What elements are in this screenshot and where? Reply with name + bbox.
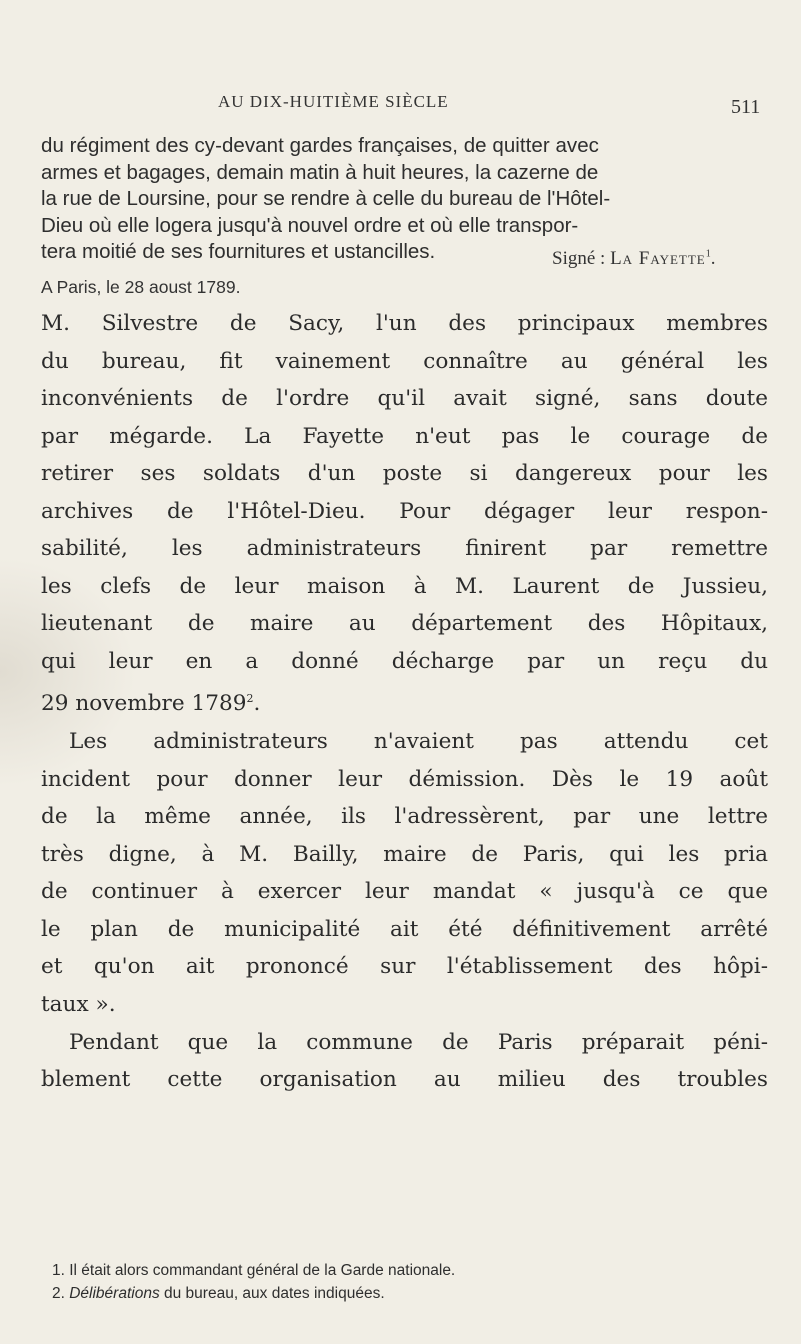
body-line: sabilité, les administrateurs finirent par remettre	[41, 536, 768, 562]
body-line: archives de l'Hôtel-Dieu. Pour dégager leur respon-	[41, 498, 768, 524]
body-line: les clefs de leur maison à M. Laurent de Jussieu,	[41, 573, 768, 599]
body-line: taux ».	[41, 992, 116, 1018]
body-line: lieutenant de maire au département des Hôpitaux,	[41, 611, 768, 637]
date-text: 29 novembre 1789	[41, 691, 247, 717]
body-line: et qu'on ait prononcé sur l'établissement des hôpi-	[41, 954, 768, 980]
footnote-text: du bureau, aux dates indiquées.	[159, 1285, 385, 1302]
dateline: A Paris, le 28 aoust 1789.	[41, 277, 241, 297]
body-line: de continuer à exercer leur mandat « jusqu'à ce que	[41, 879, 768, 905]
footnotes	[52, 1259, 455, 1305]
footnote-ref: 2	[246, 692, 254, 706]
body-line: le plan de municipalité ait été définitivement arrêté	[41, 916, 768, 942]
body-line: M. Silvestre de Sacy, l'un des principaux membres	[41, 311, 768, 336]
letter-line: tera moitié de ses fournitures et ustancilles.	[41, 240, 436, 263]
footnote-1: 1. Il était alors commandant général de la Garde nationale.	[52, 1262, 456, 1279]
footnote-ref: 1	[705, 248, 711, 260]
body-line: qui leur en a donné décharge par un reçu du	[41, 648, 768, 674]
signature-name: La Fayette	[610, 248, 706, 269]
body-line: inconvénients de l'ordre qu'il avait signé, sans doute	[41, 386, 768, 412]
signature-line: Signé : La Fayette$^1$.	[552, 248, 716, 269]
letter-line: Dieu où elle logera jusqu'à nouvel ordre et où elle transpor-	[41, 213, 579, 237]
footnote-title: Délibérations	[69, 1285, 160, 1302]
body-line: incident pour donner leur démission. Dès le 19 août	[41, 766, 768, 792]
body-line	[41, 680, 768, 723]
quoted-letter	[41, 133, 776, 266]
body-text	[41, 305, 768, 1099]
footnote-number: 2.	[52, 1285, 70, 1302]
footnote-2	[52, 1282, 455, 1305]
body-line: du bureau, fit vainement connaître au général les	[41, 348, 768, 374]
body-line: Pendant que la commune de Paris préparait péni-	[69, 1029, 768, 1055]
signature-prefix: Signé :	[552, 248, 611, 269]
running-head: AU DIX-HUITIÈME SIÈCLE	[218, 92, 449, 111]
letter-line: armes et bagages, demain matin à huit heures, la cazerne de	[41, 160, 599, 184]
letter-line: la rue de Loursine, pour se rendre à celle du bureau de l'Hôtel-	[41, 187, 611, 210]
body-line: retirer ses soldats d'un poste si dangereux pour les	[41, 461, 768, 487]
body-line: par mégarde. La Fayette n'eut pas le courage de	[41, 423, 768, 449]
body-line: de la même année, ils l'adressèrent, par une lettre	[41, 804, 768, 830]
page-number: 511	[731, 96, 761, 118]
letter-line: du régiment des cy-devant gardes françaises, de quitter avec	[41, 134, 599, 157]
body-line: très digne, à M. Bailly, maire de Paris, qui les pria	[41, 841, 768, 867]
period: .	[253, 691, 261, 717]
body-line: Les administrateurs n'avaient pas attendu cet	[69, 729, 768, 755]
body-line: blement cette organisation au milieu des troubles	[41, 1067, 768, 1093]
